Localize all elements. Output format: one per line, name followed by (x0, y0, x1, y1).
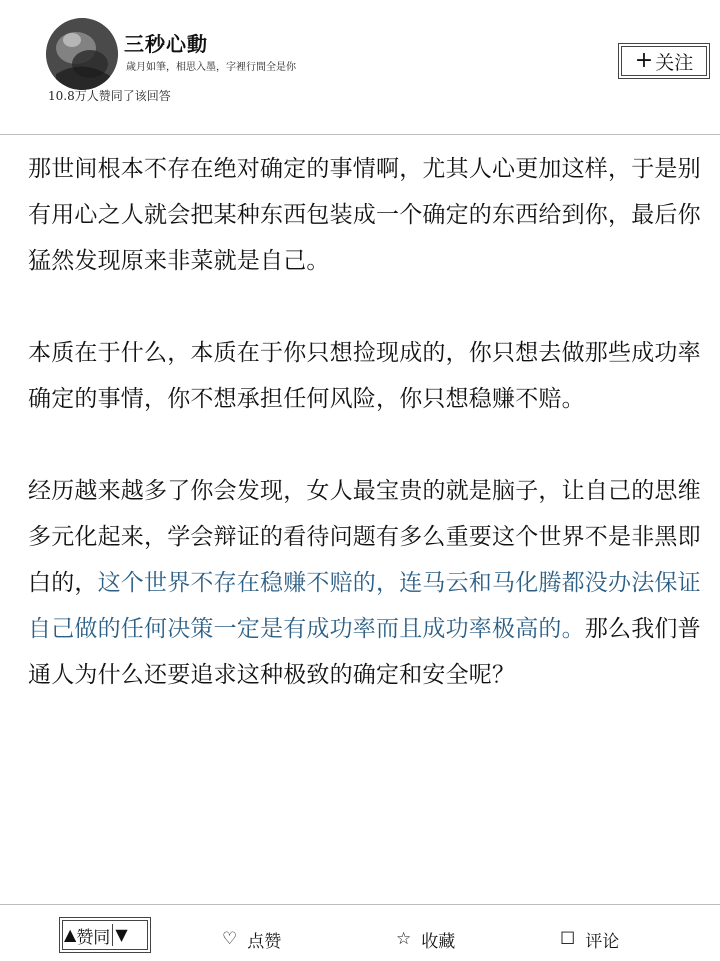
comment-icon: ☐ (560, 929, 576, 949)
paragraph-3-tail: 那么我们普通人为什么还要追求这种极致的确定和安全呢？ (28, 616, 701, 688)
comment-label: 评论 (585, 932, 620, 952)
author-avatar[interactable] (46, 18, 118, 90)
answer-content (28, 146, 708, 698)
collect-label: 收藏 (421, 932, 456, 952)
likes-summary: 10.8万人赞同了该回答 (48, 89, 171, 103)
highlighted-text: 这个世界不存在稳赚不赔的，连马云和马化腾都没办法保证自己做的任何决策一定是有成功率而且成功率极高的。 (28, 570, 701, 642)
like-button[interactable] (222, 927, 281, 952)
comment-button[interactable] (560, 927, 619, 952)
paragraph-3-lead: 经历越来越多了你会发现，女人最宝贵的就是脑子，让自己的思维多元化起来，学会辩证的看待问题有多么重要这个世界不是非黑即白的， (28, 478, 701, 596)
paragraph-1: 那世间根本不存在绝对确定的事情啊，尤其人心更加这样，于是别有用心之人就会把某种东西包装成一个确定的东西给到你，最后你猛然发现原来非菜就是自己。 (28, 156, 701, 274)
author-name[interactable]: 三秒心動 (124, 32, 208, 56)
vote-label[interactable]: 赞同 (76, 927, 111, 948)
paragraph-2: 本质在于什么，本质在于你只想捡现成的，你只想去做那些成功率确定的事情，你不想承担任何风险，你只想稳赚不赔。 (28, 340, 701, 412)
plus-icon: + (634, 48, 654, 73)
answer-header (0, 0, 720, 135)
vote-box (59, 917, 151, 953)
paragraph-3 (28, 468, 708, 698)
heart-icon: ♡ (222, 929, 238, 949)
upvote-button[interactable]: ▲ (64, 925, 77, 944)
collect-button[interactable] (396, 927, 455, 952)
star-icon: ☆ (396, 929, 412, 949)
vote-divider (112, 924, 113, 946)
follow-button[interactable] (618, 43, 710, 79)
like-label: 点赞 (247, 932, 282, 952)
author-bio: 歲月如筆，相思入墨，字裡行間全是你 (126, 62, 296, 73)
bottom-action-bar (0, 904, 720, 961)
follow-label: 关注 (655, 51, 694, 74)
downvote-button[interactable]: ▼ (115, 925, 128, 944)
